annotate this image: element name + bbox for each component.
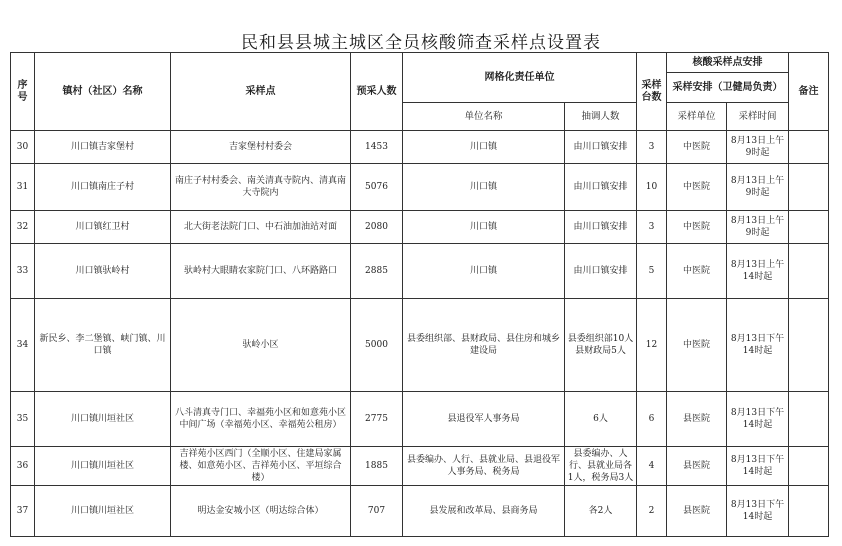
cell-village: 川口镇吉家堡村 <box>35 131 171 164</box>
cell-sample-time: 8月13日下午14时起 <box>727 299 789 392</box>
table-row <box>11 244 829 299</box>
cell-seq: 32 <box>11 211 35 244</box>
cell-sample-time: 8月13日上午9时起 <box>727 131 789 164</box>
header-grid-unit: 网格化责任单位 <box>403 53 637 103</box>
page-title: 民和县县城主城区全员核酸筛查采样点设置表 <box>241 33 601 53</box>
cell-unit: 川口镇 <box>403 164 565 211</box>
cell-sample-unit: 中医院 <box>667 164 727 211</box>
cell-unit: 县退役军人事务局 <box>403 392 565 447</box>
cell-count: 3 <box>637 131 667 164</box>
header-seq: 序号 <box>11 53 35 131</box>
cell-transfer: 由川口镇安排 <box>565 164 637 211</box>
cell-sample-unit: 中医院 <box>667 299 727 392</box>
header-sample-time: 采样时间 <box>727 103 789 131</box>
cell-expected: 1885 <box>351 447 403 486</box>
cell-site: 驮岭小区 <box>171 299 351 392</box>
header-site: 采样点 <box>171 53 351 131</box>
cell-sample-unit: 县医院 <box>667 447 727 486</box>
cell-seq: 37 <box>11 486 35 537</box>
cell-seq: 33 <box>11 244 35 299</box>
cell-transfer: 6人 <box>565 392 637 447</box>
cell-unit: 川口镇 <box>403 244 565 299</box>
cell-site: 吉祥苑小区西门（全顺小区、住建局家属楼、如意苑小区、吉祥苑小区、平垣综合楼） <box>171 447 351 486</box>
cell-sample-unit: 中医院 <box>667 131 727 164</box>
cell-sample-unit: 县医院 <box>667 486 727 537</box>
cell-transfer: 由川口镇安排 <box>565 131 637 164</box>
cell-count: 2 <box>637 486 667 537</box>
cell-site: 驮岭村大眼睛农家院门口、八环路路口 <box>171 244 351 299</box>
cell-village: 川口镇川垣社区 <box>35 447 171 486</box>
cell-seq: 36 <box>11 447 35 486</box>
cell-expected: 2080 <box>351 211 403 244</box>
header-unit-name: 单位名称 <box>403 103 565 131</box>
cell-transfer: 由川口镇安排 <box>565 211 637 244</box>
cell-site: 吉家堡村村委会 <box>171 131 351 164</box>
cell-seq: 31 <box>11 164 35 211</box>
cell-transfer: 县委组织部10人县财政局5人 <box>565 299 637 392</box>
cell-expected: 1453 <box>351 131 403 164</box>
cell-remarks <box>789 244 829 299</box>
cell-site: 明达金安城小区（明达综合体） <box>171 486 351 537</box>
cell-village: 川口镇驮岭村 <box>35 244 171 299</box>
cell-expected: 707 <box>351 486 403 537</box>
table-row <box>11 447 829 486</box>
cell-village: 新民乡、李二堡镇、峡门镇、川口镇 <box>35 299 171 392</box>
cell-transfer: 县委编办、人行、县就业局各1人，税务局3人 <box>565 447 637 486</box>
cell-unit: 县委组织部、县财政局、县住房和城乡建设局 <box>403 299 565 392</box>
header-arrangement-sub: 采样安排（卫健局负责） <box>667 73 789 103</box>
cell-expected: 2775 <box>351 392 403 447</box>
cell-count: 12 <box>637 299 667 392</box>
cell-remarks <box>789 211 829 244</box>
cell-site: 八斗清真寺门口、幸福苑小区和如意苑小区中间广场（幸福苑小区、幸福苑公租房） <box>171 392 351 447</box>
cell-remarks <box>789 164 829 211</box>
cell-count: 6 <box>637 392 667 447</box>
cell-seq: 30 <box>11 131 35 164</box>
cell-site: 南庄子村村委会、南关清真寺院内、清真南大寺院内 <box>171 164 351 211</box>
header-remarks: 备注 <box>789 53 829 131</box>
cell-seq: 35 <box>11 392 35 447</box>
cell-count: 5 <box>637 244 667 299</box>
cell-sample-unit: 中医院 <box>667 244 727 299</box>
cell-sample-time: 8月13日下午14时起 <box>727 392 789 447</box>
header-transfer: 抽调人数 <box>565 103 637 131</box>
table-row <box>11 299 829 392</box>
cell-sample-time: 8月13日下午14时起 <box>727 447 789 486</box>
cell-remarks <box>789 447 829 486</box>
header-sample-unit: 采样单位 <box>667 103 727 131</box>
cell-village: 川口镇红卫村 <box>35 211 171 244</box>
table-row <box>11 211 829 244</box>
sampling-site-table <box>10 52 829 537</box>
cell-unit: 川口镇 <box>403 211 565 244</box>
cell-village: 川口镇川垣社区 <box>35 392 171 447</box>
cell-sample-time: 8月13日上午9时起 <box>727 164 789 211</box>
header-sampler-count: 采样台数 <box>637 53 667 131</box>
header-expected: 预采人数 <box>351 53 403 131</box>
cell-count: 4 <box>637 447 667 486</box>
cell-sample-time: 8月13日下午14时起 <box>727 486 789 537</box>
header-village: 镇村（社区）名称 <box>35 53 171 131</box>
cell-seq: 34 <box>11 299 35 392</box>
cell-sample-unit: 县医院 <box>667 392 727 447</box>
cell-remarks <box>789 131 829 164</box>
cell-remarks <box>789 299 829 392</box>
cell-expected: 5076 <box>351 164 403 211</box>
cell-sample-time: 8月13日上午9时起 <box>727 211 789 244</box>
cell-transfer: 由川口镇安排 <box>565 244 637 299</box>
header-arrangement: 核酸采样点安排 <box>667 53 789 73</box>
table-row <box>11 164 829 211</box>
cell-unit: 川口镇 <box>403 131 565 164</box>
table-row <box>11 131 829 164</box>
cell-count: 3 <box>637 211 667 244</box>
header-row-1 <box>11 53 829 73</box>
cell-count: 10 <box>637 164 667 211</box>
cell-unit: 县委编办、人行、县就业局、县退役军人事务局、税务局 <box>403 447 565 486</box>
table-row <box>11 392 829 447</box>
cell-transfer: 各2人 <box>565 486 637 537</box>
cell-village: 川口镇南庄子村 <box>35 164 171 211</box>
cell-village: 川口镇川垣社区 <box>35 486 171 537</box>
cell-site: 北大街老法院门口、中石油加油站对面 <box>171 211 351 244</box>
cell-unit: 县发展和改革局、县商务局 <box>403 486 565 537</box>
cell-sample-time: 8月13日上午14时起 <box>727 244 789 299</box>
cell-expected: 5000 <box>351 299 403 392</box>
cell-remarks <box>789 486 829 537</box>
cell-expected: 2885 <box>351 244 403 299</box>
cell-remarks <box>789 392 829 447</box>
cell-sample-unit: 中医院 <box>667 211 727 244</box>
table-row <box>11 486 829 537</box>
